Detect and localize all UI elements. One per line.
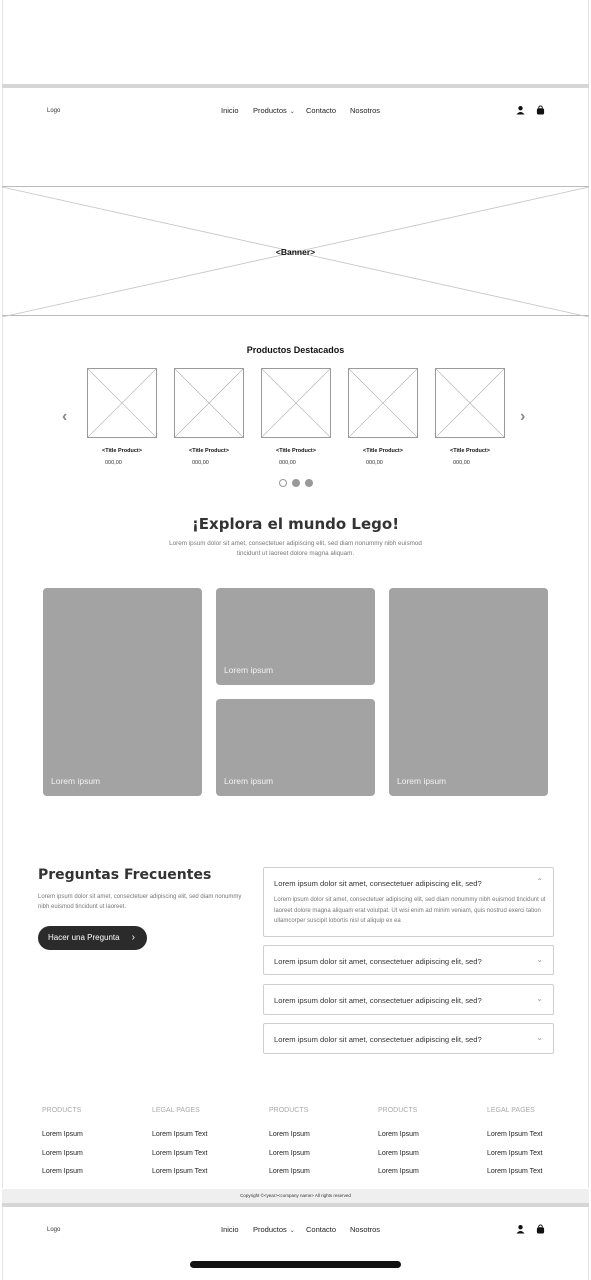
footer-heading: LEGAL PAGES (487, 1107, 535, 1114)
product-card[interactable] (261, 368, 331, 466)
nav-item-label: Productos (253, 1225, 287, 1234)
chevron-down-icon: ⌄ (536, 994, 543, 1003)
chevron-up-icon: ⌃ (536, 877, 543, 886)
faq-question: Lorem ipsum dolor sit amet, consectetuer adipiscing elit, sed? (274, 1035, 482, 1044)
tile-label: Lorem ipsum (51, 776, 101, 786)
header-nav (0, 98, 591, 128)
nav-item-productos[interactable] (253, 106, 295, 115)
footer-link[interactable]: Lorem Ipsum (42, 1168, 83, 1175)
product-title: <Title Product> (189, 448, 229, 454)
explore-tile[interactable] (216, 588, 375, 685)
footer-link[interactable]: Lorem Ipsum (378, 1149, 419, 1157)
product-image-placeholder (174, 368, 244, 438)
footer-link[interactable]: Lorem Ipsum (42, 1131, 83, 1138)
top-blank-area (2, 0, 589, 84)
explore-tile[interactable] (216, 699, 375, 796)
nav-item-productos[interactable] (253, 1225, 295, 1234)
faq-question: Lorem ipsum dolor sit amet, consectetuer adipiscing elit, sed? (274, 957, 482, 966)
logo[interactable]: Logo (47, 108, 61, 114)
tile-label: Lorem ipsum (224, 776, 274, 786)
explore-subtitle: Lorem ipsum dolor sit amet, consectetuer adipiscing elit, sed diam nonummy nibh euismod tincidunt ut laoreet dolore magna aliquam. (169, 540, 422, 557)
home-indicator[interactable] (190, 1261, 401, 1268)
nav-item-nosotros[interactable]: Nosotros (350, 1225, 381, 1234)
product-title: <Title Product> (102, 448, 142, 454)
featured-title: Productos Destacados (246, 345, 345, 355)
product-image-placeholder (87, 368, 157, 438)
header-nav (0, 1217, 591, 1247)
faq-answer: Lorem ipsum dolor sit amet, consectetuer adipiscing elit, sed diam nonummy nibh euismod tincidunt ut laoreet dolore magna aliquam erat volutpat. Ut wisi enim ad minim veniam, quis nostrud exerci tation ullamcorper suscipit lobortis nisl ut aliquip ex ea (274, 897, 546, 924)
product-image-placeholder (348, 368, 418, 438)
chevron-right-icon[interactable]: › (520, 408, 526, 425)
footer-column (42, 1107, 83, 1187)
shopping-bag-icon[interactable] (536, 105, 545, 115)
footer-link[interactable]: Lorem Ipsum Text (152, 1131, 208, 1138)
pagination-dot-active[interactable] (279, 479, 287, 487)
faq-question: Lorem ipsum dolor sit amet, consectetuer adipiscing elit, sed? (274, 879, 482, 888)
faq-title: Preguntas Frecuentes (38, 867, 212, 883)
nav-item-nosotros[interactable]: Nosotros (350, 106, 381, 115)
footer-link[interactable]: Lorem Ipsum Text (152, 1149, 208, 1157)
faq-accordion-item[interactable] (263, 984, 554, 1015)
footer-column (152, 1107, 208, 1187)
product-card[interactable] (174, 368, 244, 466)
faq-subtitle: Lorem ipsum dolor sit amet, consectetuer adipiscing elit, sed diam nonummy nibh euismod tincidunt ut laoreet. (38, 894, 242, 910)
user-icon[interactable] (516, 1224, 525, 1234)
logo[interactable]: Logo (47, 1227, 61, 1233)
footer-column (487, 1107, 543, 1187)
banner-label: <Banner> (275, 247, 316, 257)
button-label: Hacer una Pregunta (48, 933, 120, 942)
faq-accordion-item[interactable] (263, 945, 554, 975)
product-price: 000,00 (192, 460, 209, 466)
tile-label: Lorem ipsum (397, 776, 447, 786)
footer-link[interactable]: Lorem Ipsum Text (152, 1168, 208, 1175)
footer-link[interactable]: Lorem Ipsum Text (487, 1168, 543, 1175)
footer-column (269, 1107, 310, 1187)
shopping-bag-icon[interactable] (536, 1224, 545, 1234)
nav-item-inicio[interactable]: Inicio (221, 106, 239, 115)
faq-accordion-item[interactable] (263, 867, 554, 937)
copyright-bar: Copyright ©<year><company name> All rights reserved (2, 1189, 589, 1203)
product-card[interactable] (435, 368, 505, 466)
product-card[interactable] (348, 368, 418, 466)
footer-heading: PRODUCTS (269, 1107, 309, 1114)
footer-link[interactable]: Lorem Ipsum Text (487, 1149, 543, 1157)
product-price: 000,00 (453, 460, 470, 466)
hero-banner[interactable] (2, 186, 589, 316)
explore-title: ¡Explora el mundo Lego! (191, 515, 400, 533)
footer-heading: LEGAL PAGES (152, 1107, 200, 1114)
footer-link[interactable]: Lorem Ipsum (42, 1149, 83, 1157)
product-title: <Title Product> (363, 448, 403, 454)
chevron-down-icon: ⌄ (289, 109, 295, 115)
product-price: 000,00 (105, 460, 122, 466)
explore-tile[interactable] (43, 588, 202, 796)
footer-heading: PRODUCTS (378, 1107, 418, 1114)
footer-link[interactable]: Lorem Ipsum (269, 1168, 310, 1175)
footer-link[interactable]: Lorem Ipsum (378, 1131, 419, 1138)
product-price: 000,00 (366, 460, 383, 466)
nav-item-contacto[interactable]: Contacto (306, 106, 337, 115)
ask-question-button[interactable] (38, 926, 147, 950)
product-image-placeholder (261, 368, 331, 438)
footer-heading: PRODUCTS (42, 1107, 82, 1114)
product-title: <Title Product> (450, 448, 490, 454)
chevron-down-icon: ⌄ (289, 1228, 295, 1234)
product-card[interactable] (87, 368, 157, 466)
footer-link[interactable]: Lorem Ipsum (378, 1168, 419, 1175)
chevron-down-icon: ⌄ (536, 1033, 543, 1042)
product-title: <Title Product> (276, 448, 316, 454)
nav-item-contacto[interactable]: Contacto (306, 1225, 337, 1234)
footer-column (378, 1107, 419, 1187)
footer-link[interactable]: Lorem Ipsum (269, 1131, 310, 1138)
chevron-left-icon[interactable]: ‹ (62, 408, 68, 425)
faq-accordion-item[interactable] (263, 1023, 554, 1054)
product-price: 000,00 (279, 460, 296, 466)
tile-label: Lorem ipsum (224, 665, 274, 675)
footer-link[interactable]: Lorem Ipsum Text (487, 1131, 543, 1138)
pagination-dot[interactable] (305, 479, 313, 487)
explore-tile[interactable] (389, 588, 548, 796)
nav-item-label: Productos (253, 106, 287, 115)
pagination-dot[interactable] (292, 479, 300, 487)
faq-question: Lorem ipsum dolor sit amet, consectetuer adipiscing elit, sed? (274, 996, 482, 1005)
chevron-right-icon: › (131, 932, 135, 943)
footer-link[interactable]: Lorem Ipsum (269, 1149, 310, 1157)
chevron-down-icon: ⌄ (536, 955, 543, 964)
user-icon[interactable] (516, 105, 525, 115)
nav-item-inicio[interactable]: Inicio (221, 1225, 239, 1234)
product-image-placeholder (435, 368, 505, 438)
